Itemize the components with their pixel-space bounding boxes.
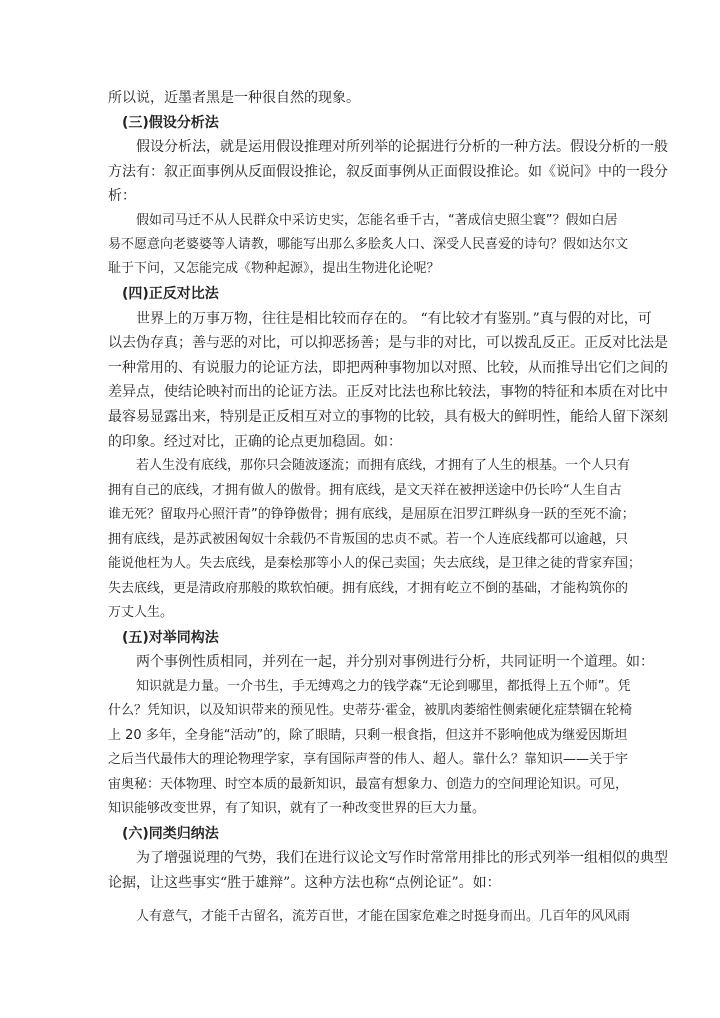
example-text-line: 万丈人生。	[108, 605, 174, 620]
body-text-line: 假设分析法，就是运用假设推理对所列举的论据进行分析的一种方法。假设分析的一般	[136, 139, 668, 155]
body-text-line: 的印象。经过对比，正确的论点更加稳固。如：	[108, 434, 402, 450]
example-text-line: 之后当代最伟大的理论物理学家，享有国际声誉的伟人、超人。靠什么？靠知识——关于宇	[108, 752, 629, 767]
example-text-line: 假如司马迁不从人民群众中采访史实，怎能名垂千古，“著成信史照尘寰”？假如白居	[136, 213, 618, 228]
example-text-line: 耻于下问，又怎能完成《物种起源》，提出生物进化论呢？	[108, 261, 440, 276]
body-text-line: 为了增强说理的气势，我们在进行议论文写作时常常用排比的形式列举一组相似的典型	[136, 850, 668, 866]
body-text-line: 世界上的万事万物，往往是相比较而存在的。 “有比较才有鉴别。”真与假的对比，可	[136, 311, 652, 327]
example-text-line: 人有意气，才能千古留名，流芳百世，才能在国家危难之时挺身而出。几百年的风风雨	[136, 909, 631, 924]
section-heading: (三)假设分析法	[122, 115, 219, 131]
body-text-line: 所以说，近墨者黑是一种很自然的现象。	[108, 90, 360, 106]
example-text-line: 知识能够改变世界，有了知识，就有了一种改变世界的巨大力量。	[108, 801, 486, 816]
example-text-line: 谁无死？留取丹心照汗青”的铮铮傲骨；拥有底线，是屈原在汨罗江畔纵身一跃的至死不渝；	[108, 507, 635, 522]
example-text-line: 易不愿意向老婆婆等人请教，哪能写出那么多脍炙人口、深受人民喜爱的诗句？假如达尔文	[108, 237, 629, 252]
example-text-line: 知识就是力量。一介书生，手无缚鸡之力的钱学森“无论到哪里，都抵得上五个师”。凭	[136, 679, 631, 694]
body-text-line: 析：	[108, 188, 136, 204]
body-text-line: 最容易显露出来，特别是正反相互对立的事物的比较，具有极大的鲜明性，能给人留下深刻	[108, 409, 668, 425]
example-text-line: 失去底线，更是清政府那般的欺软怕硬。拥有底线，才拥有屹立不倒的基础，才能构筑你的	[108, 581, 629, 596]
example-text-line: 什么？凭知识，以及知识带来的预见性。史蒂芬·霍金，被肌肉萎缩性侧索硬化症禁锢在轮椅	[108, 703, 633, 718]
example-text-line: 宙奥秘：天体物理、时空本质的最新知识，最富有想象力、创造力的空间理论知识。可见，	[108, 777, 629, 792]
body-text-line: 论据，让这些事实“胜于雄辩”。这种方法也称“点例论证”。如：	[108, 875, 501, 891]
example-text-line: 能说他枉为人。失去底线，是秦桧那等小人的保己卖国；失去底线，是卫律之徒的背家弃国；	[108, 556, 642, 571]
body-text-line: 两个事例性质相同，并列在一起，并分别对事例进行分析，共同证明一个道理。如：	[136, 654, 654, 670]
example-text-line: 拥有自己的底线，才拥有做人的傲骨。拥有底线，是文天祥在被押送途中仍长吟“人生自古	[108, 483, 622, 498]
example-text-line: 若人生没有底线，那你只会随波逐流；而拥有底线，才拥有了人生的根基。一个人只有	[136, 458, 631, 473]
body-text-line: 方法有：叙正面事例从反面假设推论，叙反面事例从正面假设推论。如《说问》中的一段分	[108, 164, 668, 180]
body-text-line: 以去伪存真；善与恶的对比，可以抑恶扬善；是与非的对比，可以拨乱反正。正反对比法是	[108, 335, 668, 351]
example-text-line: 拥有底线，是苏武被困匈奴十余载仍不肯叛国的忠贞不贰。若一个人连底线都可以逾越，只	[108, 532, 629, 547]
section-heading: (五)对举同构法	[122, 630, 219, 646]
section-heading: (六)同类归纳法	[122, 826, 219, 842]
section-heading: (四)正反对比法	[122, 286, 219, 302]
body-text-line: 一种常用的、有说服力的论证方法，即把两种事物加以对照、比较，从而推导出它们之间的	[108, 360, 668, 376]
example-text-line: 上 20 多年，全身能“活动”的，除了眼睛，只剩一根食指，但这并不影响他成为继爱因斯坦	[108, 728, 628, 743]
body-text-line: 差异点，使结论映衬而出的论证方法。正反对比法也称比较法，事物的特征和本质在对比中	[108, 384, 668, 400]
